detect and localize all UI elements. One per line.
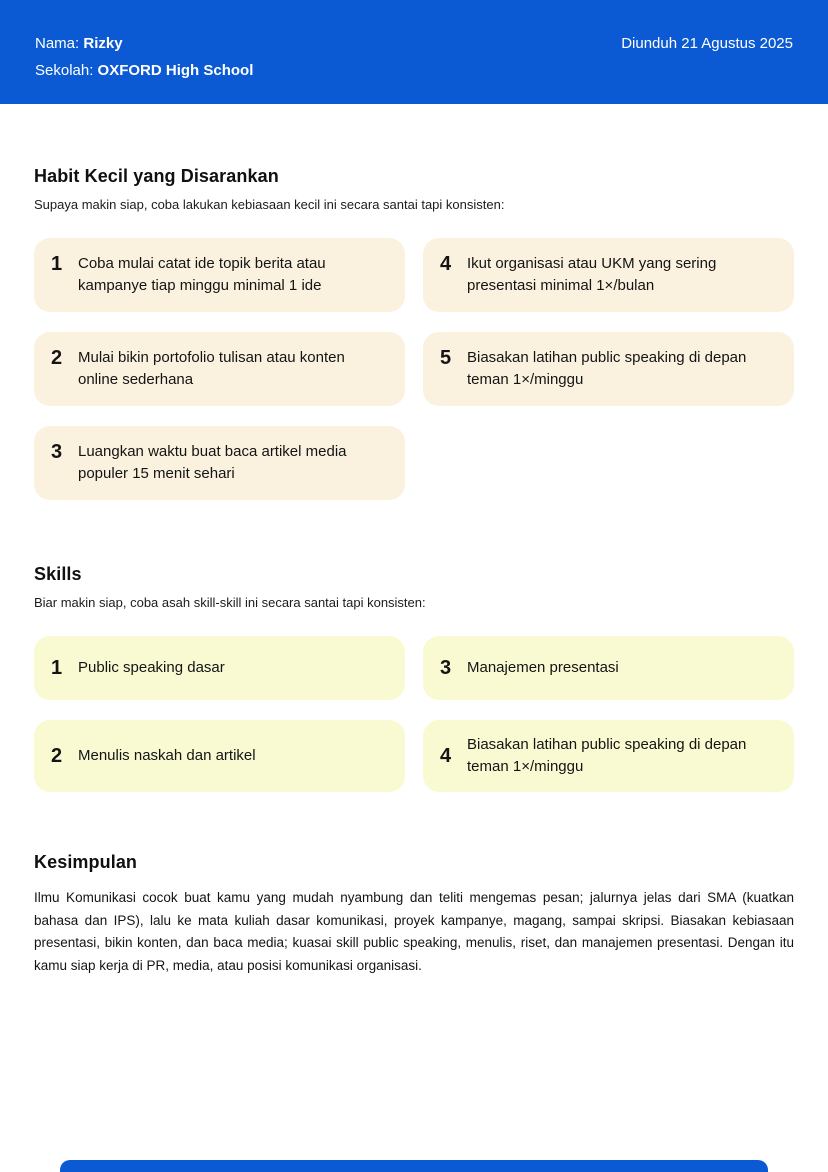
- conclusion-title: Kesimpulan: [34, 852, 138, 872]
- habit-card-number: 3: [51, 441, 63, 463]
- skill-card-number: 4: [440, 744, 452, 767]
- section-habits: [34, 166, 794, 500]
- header-banner: [0, 0, 828, 104]
- habit-card-text: Coba mulai catat ide topik berita atau kampanye tiap minggu minimal 1 ide: [78, 255, 326, 294]
- school-label: Sekolah:: [35, 62, 98, 79]
- skill-card-number: 1: [51, 656, 63, 679]
- skill-card: [423, 720, 794, 792]
- habit-card-text: Luangkan waktu buat baca artikel media populer 15 menit sehari: [78, 443, 347, 482]
- skill-card: [423, 636, 794, 700]
- name-value: Rizky: [83, 35, 123, 52]
- habit-card-text: Biasakan latihan public speaking di depan teman 1×/minggu: [467, 349, 747, 388]
- skill-card-number: 3: [440, 656, 452, 679]
- habit-card-text: Mulai bikin portofolio tulisan atau konten online sederhana: [78, 349, 345, 388]
- skill-card-text: Public speaking dasar: [78, 659, 225, 676]
- section-conclusion: [34, 852, 794, 977]
- habit-card: [423, 332, 794, 406]
- skill-card-text: Menulis naskah dan artikel: [78, 747, 256, 764]
- habits-card-grid: [34, 238, 794, 500]
- habit-card-number: 2: [51, 347, 63, 369]
- name-label: Nama:: [35, 35, 84, 52]
- skill-card-text: Manajemen presentasi: [467, 659, 619, 676]
- habits-subtitle: Supaya makin siap, coba lakukan kebiasaan kecil ini secara santai tapi konsisten:: [34, 197, 505, 212]
- habits-title: Habit Kecil yang Disarankan: [34, 166, 279, 186]
- skill-card: [34, 720, 405, 792]
- conclusion-paragraph: Ilmu Komunikasi cocok buat kamu yang mudah nyambung dan teliti mengemas pesan; jalurnya jelas dari SMA (kuatkan bahasa dan IPS), lalu ke mata kuliah dasar komunikasi, proyek kampanye, magang, sampai skripsi. Biasakan kebiasaan presentasi, bikin konten, dan baca media; kuasai skill public speaking, menulis, riset, dan manajemen presentasi. Dengan itu kamu siap kerja di PR, media, atau posisi komunikasi organisasi.: [34, 890, 794, 973]
- skills-subtitle: Biar makin siap, coba asah skill-skill ini secara santai tapi konsisten:: [34, 595, 426, 610]
- skills-card-grid: [34, 636, 794, 792]
- skill-card: [34, 636, 405, 700]
- habit-card-number: 1: [51, 253, 63, 275]
- skill-card-text: Biasakan latihan public speaking di depan teman 1×/minggu: [467, 736, 747, 775]
- habit-card: [34, 238, 405, 312]
- habit-card-text: Ikut organisasi atau UKM yang sering presentasi minimal 1×/bulan: [467, 255, 717, 294]
- school-row: [35, 57, 793, 84]
- skills-title: Skills: [34, 564, 82, 584]
- download-date: Diunduh 21 Agustus 2025: [621, 35, 793, 52]
- habit-card: [34, 332, 405, 406]
- habit-card: [423, 238, 794, 312]
- skill-card-number: 2: [51, 744, 63, 767]
- habit-card: [34, 426, 405, 500]
- habit-card-number: 4: [440, 253, 452, 275]
- school-value: OXFORD High School: [97, 62, 254, 79]
- section-skills: [34, 564, 794, 792]
- next-page-header-peek: [60, 1160, 768, 1172]
- habit-card-number: 5: [440, 347, 452, 369]
